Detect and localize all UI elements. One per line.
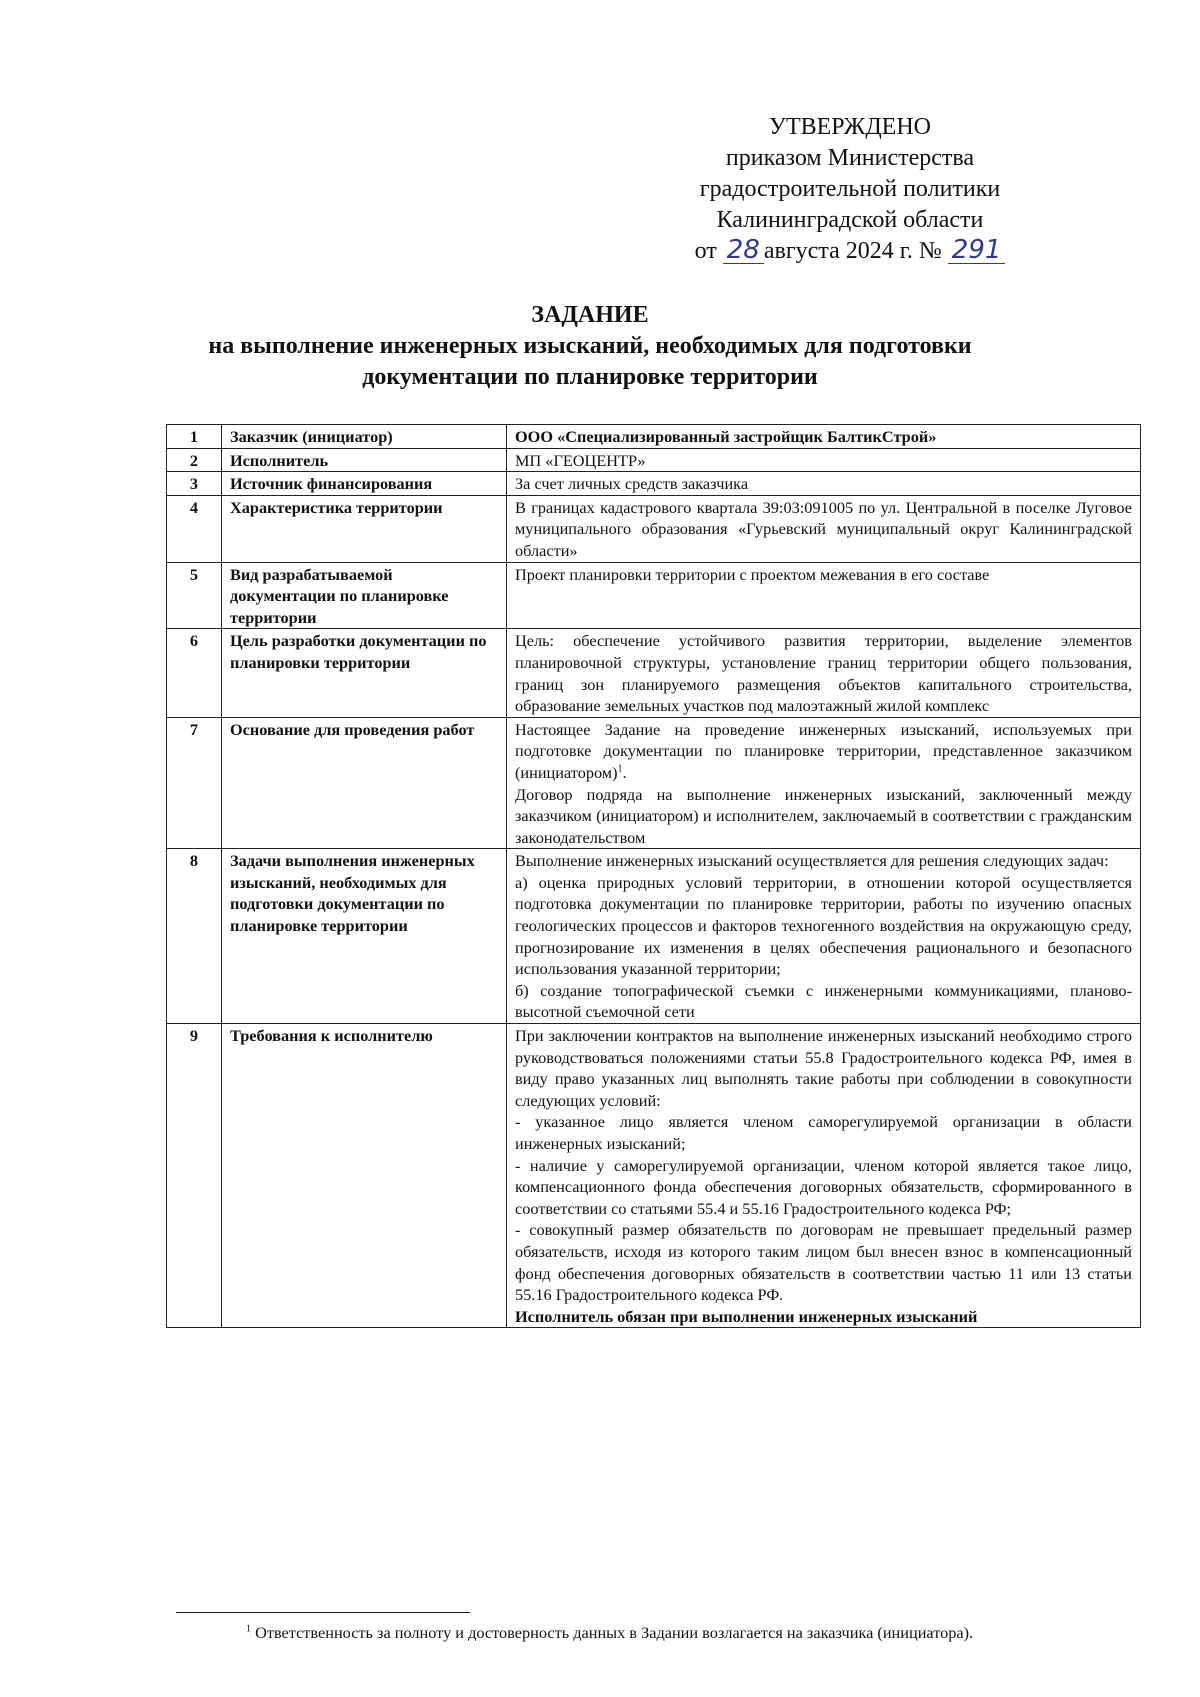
task-a: а) оценка природных условий территории, в отношении которой осуществляется подготовка документации по планировке территории, работы по изучению опасных геологических процессов и факторов техногенного воздействия на окружающую среду, прогнозирование их изменения в целях обеспечения рационального и безопасного использования указанной территории;: [515, 872, 1132, 979]
date-middle: августа 2024 г. №: [763, 238, 942, 264]
row-number: 7: [167, 717, 222, 849]
row-value: Проект планировки территории с проектом межевания в его составе: [507, 562, 1141, 629]
row-number: 8: [167, 849, 222, 1024]
approval-block: [640, 112, 1060, 267]
document-title: [160, 300, 1020, 393]
approval-date-line: [640, 236, 1060, 267]
table-row: [167, 849, 1141, 1024]
date-prefix: от: [694, 238, 717, 264]
row-label: Требования к исполнителю: [222, 1024, 507, 1328]
handwritten-day: 28: [723, 237, 764, 264]
table-row: [167, 495, 1141, 562]
contract-paragraph: Договор подряда на выполнение инженерных изысканий, заключенный между заказчиком (инициатором) и исполнителем, заключаемый в соответствии с гражданским законодательством: [515, 784, 1132, 847]
approval-heading: УТВЕРЖДЕНО: [768, 114, 932, 140]
row-value: ООО «Специализированный застройщик БалтикСтрой»: [507, 425, 1141, 449]
row-label: Заказчик (инициатор): [222, 425, 507, 449]
requirement-item: - совокупный размер обязательств по договорам не превышает предельный размер обязательств, исходя из которого таким лицом был внесен взнос в компенсационный фонд обеспечения договорных обязательств в соответствии частью 11 или 13 статьи 55.16 Градостроительного кодекса РФ.: [515, 1220, 1132, 1305]
requirement-item: - указанное лицо является членом саморегулируемой организации в области инженерных изысканий;: [515, 1112, 1132, 1153]
row-value: [507, 849, 1141, 1024]
footnote-divider: [176, 1612, 470, 1613]
requirement-item: - наличие у саморегулируемой организации, членом которой является такое лицо, компенсационного фонда обеспечения договорных обязательств, сформированного в соответствии со статьями 55.4 и 55.16 Градостроительного кодекса РФ;: [515, 1155, 1132, 1218]
requirements-obligation: Исполнитель обязан при выполнении инженерных изысканий: [515, 1306, 978, 1326]
row-label: Основание для проведения работ: [222, 717, 507, 849]
handwritten-number: 291: [948, 237, 1006, 264]
row-label: Цель разработки документации по планировки территории: [222, 629, 507, 717]
row-label: Характеристика территории: [222, 495, 507, 562]
row-number: 1: [167, 425, 222, 449]
row-value: [507, 717, 1141, 849]
table-row: [167, 1024, 1141, 1328]
row-label: Задачи выполнения инженерных изысканий, необходимых для подготовки документации по планировке территории: [222, 849, 507, 1024]
title-subtitle: на выполнение инженерных изысканий, необходимых для подготовки документации по планировке территории: [208, 333, 972, 390]
table-row: [167, 448, 1141, 472]
title-heading: ЗАДАНИЕ: [531, 302, 649, 328]
row-number: 4: [167, 495, 222, 562]
tasks-intro: Выполнение инженерных изысканий осуществляется для решения следующих задач:: [515, 851, 1109, 871]
requirements-intro: При заключении контрактов на выполнение инженерных изысканий необходимо строго руководствоваться положениями статьи 55.8 Градостроительного кодекса РФ, имея в виду право указанных лиц выполнять такие работы при соблюдении в совокупности следующих условий:: [515, 1026, 1132, 1110]
footnote: [176, 1622, 1142, 1644]
row-number: 9: [167, 1024, 222, 1328]
row-number: 6: [167, 629, 222, 717]
task-table: [166, 424, 1141, 1328]
task-b: б) создание топографической съемки с инженерными коммуникациями, планово-высотной съемочной сети: [515, 980, 1132, 1022]
footnote-mark: 1: [246, 1623, 251, 1635]
row-number: 2: [167, 448, 222, 472]
basis-paragraph: Настоящее Задание на проведение инженерных изысканий, используемых при подготовке документации по планировке территории, представленное заказчиком (инициатором)$^1$.: [515, 719, 1132, 782]
table-row: [167, 717, 1141, 849]
row-value: В границах кадастрового квартала 39:03:091005 по ул. Центральной в поселке Луговое муниципального образования «Гурьевский муниципальный округ Калининградской области»: [507, 495, 1141, 562]
approval-order: приказом Министерства: [725, 145, 975, 171]
footnote-text: Ответственность за полноту и достоверность данных в Задании возлагается на заказчика (инициатора).: [251, 1623, 974, 1642]
table-row: [167, 472, 1141, 496]
table-row: [167, 425, 1141, 449]
row-number: 5: [167, 562, 222, 629]
table-row: [167, 562, 1141, 629]
table-row: [167, 629, 1141, 717]
row-value: МП «ГЕОЦЕНТР»: [507, 448, 1141, 472]
row-label: Исполнитель: [222, 448, 507, 472]
approval-region: Калининградской области: [716, 207, 984, 233]
row-label: Вид разрабатываемой документации по планировке территории: [222, 562, 507, 629]
row-value: [507, 1024, 1141, 1328]
row-value: За счет личных средств заказчика: [507, 472, 1141, 496]
footnote-ref: 1: [617, 763, 623, 775]
row-number: 3: [167, 472, 222, 496]
approval-ministry: градостроительной политики: [699, 176, 1001, 202]
row-label: Источник финансирования: [222, 472, 507, 496]
row-value: Цель: обеспечение устойчивого развития территории, выделение элементов планировочной структуры, установление границ территории общего пользования, границ зон планируемого размещения объектов капитального строительства, образование земельных участков под малоэтажный жилой комплекс: [507, 629, 1141, 717]
